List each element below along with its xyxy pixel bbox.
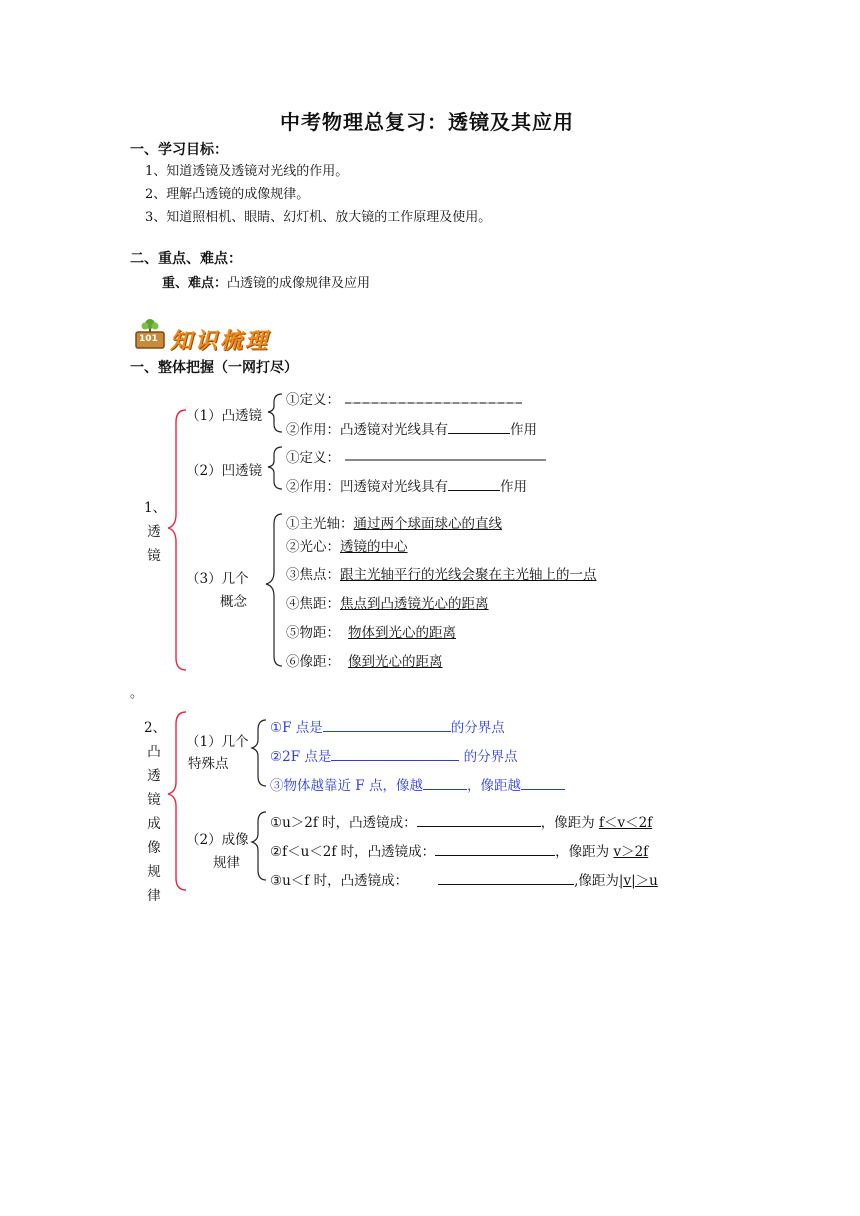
brace-group1-red xyxy=(168,410,186,670)
imaging-rule-3-prefix: ③u＜f 时，凸透镜成： xyxy=(270,873,409,889)
special-point-f-blank xyxy=(323,718,451,732)
imaging-rule-2-value: v＞2f xyxy=(613,844,649,860)
imaging-rule-1-mid: ，像距为 xyxy=(540,815,595,831)
goal-item: 1、知道透镜及透镜对光线的作用。 xyxy=(145,164,349,179)
group2-label-char: 凸 xyxy=(147,744,161,760)
brace-rules xyxy=(252,812,266,880)
special-point-f-prefix: ①F 点是 xyxy=(270,720,323,736)
brace-group2-red xyxy=(168,712,186,890)
concave-effect-line xyxy=(286,475,527,495)
special-point-closer-blank-1 xyxy=(423,776,467,790)
brace-special xyxy=(252,720,266,786)
special-point-2f-blank xyxy=(331,747,459,761)
imaging-rule-1-prefix: ①u＞2f 时，凸透镜成： xyxy=(270,815,417,831)
imaging-rules-label-1: （2）成像 xyxy=(186,832,249,848)
imaging-rule-1-value: f＜v＜2f xyxy=(598,815,653,831)
imaging-rule-2-prefix: ②f＜u＜2f 时，凸透镜成： xyxy=(270,844,436,860)
brace-convex xyxy=(268,394,282,432)
convex-effect-suffix: 作用 xyxy=(510,422,537,438)
concept-item-value: 通过两个球面球心的直线 xyxy=(353,516,502,532)
concave-lens-label: （2）凹透镜 xyxy=(186,463,263,479)
imaging-rule-1 xyxy=(270,811,652,831)
concept-item-label: ①主光轴： xyxy=(286,516,354,532)
convex-effect-label: ②作用：凸透镜对光线具有 xyxy=(286,422,448,438)
special-point-closer-prefix: ③物体越靠近 F 点，像越 xyxy=(270,778,423,794)
goal-item: 2、理解凸透镜的成像规律。 xyxy=(145,187,310,202)
group1-label xyxy=(144,496,167,568)
imaging-rules-label-2: 规律 xyxy=(213,855,240,871)
group1-label-char: 镜 xyxy=(147,548,161,564)
concept-item xyxy=(286,592,489,612)
section-heading-key-points: 二、重点、难点： xyxy=(130,251,242,267)
group2-label xyxy=(144,716,167,908)
imaging-rule-2 xyxy=(270,840,648,860)
special-point-closer-blank-2 xyxy=(521,776,565,790)
concept-item-label: ⑥像距： xyxy=(286,654,340,670)
imaging-rule-2-mid: ，像距为 xyxy=(555,844,610,860)
section-heading-overview: 一、整体把握（一网打尽） xyxy=(130,360,298,376)
key-point-content: 凸透镜的成像规律及应用 xyxy=(227,276,371,291)
concepts-label-1: （3）几个 xyxy=(186,571,249,587)
convex-lens-label: （1）凸透镜 xyxy=(186,408,263,424)
concave-definition-label: ①定义： xyxy=(286,450,340,466)
imaging-rule-2-blank xyxy=(435,842,555,856)
stray-mark: 。 xyxy=(130,686,144,701)
imaging-rule-3-mid: ,像距为 xyxy=(574,873,619,889)
concept-item-value: 像到光心的距离 xyxy=(348,654,443,670)
concave-effect-blank xyxy=(448,477,500,491)
concept-item-value: 跟主光轴平行的光线会聚在主光轴上的一点 xyxy=(340,567,597,583)
special-point-closer-mid: ，像距越 xyxy=(466,778,521,794)
special-point-closer xyxy=(270,774,565,794)
special-point-f-suffix: 的分界点 xyxy=(450,720,505,736)
goal-item: 3、知道照相机、眼睛、幻灯机、放大镜的工作原理及使用。 xyxy=(145,210,492,225)
special-point-2f xyxy=(270,745,518,765)
section-heading-goals: 一、学习目标： xyxy=(130,142,228,158)
badge-number: 101 xyxy=(139,334,158,344)
convex-effect-blank xyxy=(448,420,510,434)
group2-label-char: 成 xyxy=(147,816,161,832)
special-point-2f-prefix: ②2F 点是 xyxy=(270,749,332,765)
special-point-2f-suffix: 的分界点 xyxy=(463,749,518,765)
concept-item-value: 物体到光心的距离 xyxy=(348,625,456,641)
concept-item-value: 焦点到凸透镜光心的距离 xyxy=(340,596,489,612)
key-point-label: 重、难点： xyxy=(162,276,228,291)
concept-item xyxy=(286,621,464,641)
badge-text: 知识梳理 xyxy=(170,329,271,354)
group2-label-char: 像 xyxy=(147,840,161,856)
page-title: 中考物理总复习：透镜及其应用 xyxy=(280,110,574,134)
brace-concave xyxy=(268,447,282,489)
concepts-label-2: 概念 xyxy=(220,594,247,610)
concept-item xyxy=(286,650,451,670)
group2-label-char: 律 xyxy=(147,888,161,904)
concave-effect-label: ②作用：凹透镜对光线具有 xyxy=(286,479,448,495)
group2-label-char: 镜 xyxy=(147,792,161,808)
concept-item-label: ④焦距： xyxy=(286,596,340,612)
group2-label-char: 2、 xyxy=(144,720,167,736)
convex-definition-label: ①定义： xyxy=(286,392,340,408)
concept-item xyxy=(286,563,597,583)
group1-label-char: 透 xyxy=(147,524,161,540)
special-points-label-1: （1）几个 xyxy=(186,734,249,750)
group1-label-char: 1、 xyxy=(144,500,167,516)
concept-item-label: ③焦点： xyxy=(286,567,340,583)
brace-concepts xyxy=(266,514,282,666)
concave-effect-suffix: 作用 xyxy=(500,479,527,495)
imaging-rule-3-blank xyxy=(438,871,574,885)
special-points-label-2: 特殊点 xyxy=(188,756,229,772)
imaging-rule-1-blank xyxy=(417,813,541,827)
group2-label-char: 透 xyxy=(147,768,161,784)
concept-item xyxy=(286,535,408,555)
imaging-rule-3 xyxy=(270,869,658,889)
imaging-rule-3-value: |v|＞u xyxy=(618,873,658,889)
special-point-f xyxy=(270,716,505,736)
group2-label-char: 规 xyxy=(147,864,161,880)
convex-effect-line xyxy=(286,418,537,438)
concept-item-label: ②光心： xyxy=(286,539,340,555)
concept-item xyxy=(286,512,502,532)
concept-item-label: ⑤物距： xyxy=(286,625,340,641)
concept-item-value: 透镜的中心 xyxy=(340,539,408,555)
